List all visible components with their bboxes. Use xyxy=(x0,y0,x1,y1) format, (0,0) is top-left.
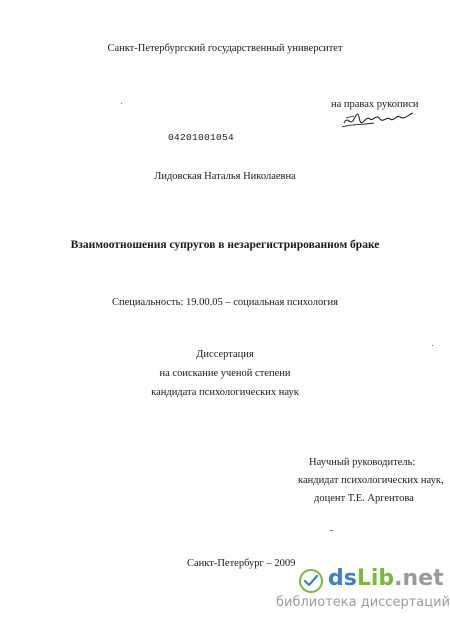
degree-line-1: Диссертация xyxy=(196,349,254,360)
supervisor-name: доцент Т.Е. Аргентова xyxy=(314,493,414,504)
university-name: Санкт-Петербургский государственный университет xyxy=(107,43,343,54)
dslib-brand-net: .net xyxy=(394,566,444,591)
degree-line-2: на соискание ученой степени xyxy=(159,368,291,379)
city-year: Санкт-Петербург – 2009 xyxy=(187,558,296,569)
specialty: Специальность: 19.00.05 – социальная психология xyxy=(111,297,339,308)
dslib-brand xyxy=(328,566,444,592)
dissertation-title: Взаимоотношения супругов в незарегистрированном браке xyxy=(70,239,380,251)
manuscript-note: на правах рукописи xyxy=(331,99,419,110)
catalog-number: 04201001054 xyxy=(168,132,235,143)
dslib-brand-lib: Lib xyxy=(356,566,395,591)
degree-line-3: кандидата психологических наук xyxy=(151,387,299,398)
scan-speck xyxy=(330,530,333,531)
supervisor-label: Научный руководитель: xyxy=(309,457,416,468)
dslib-logo-icon xyxy=(298,568,324,594)
scan-speck xyxy=(432,345,433,346)
scan-speck xyxy=(121,103,122,104)
signature-scribble xyxy=(340,107,416,131)
supervisor-degree: кандидат психологических наук, xyxy=(298,475,444,486)
dslib-tagline: библиотека диссертаций xyxy=(276,595,450,610)
dslib-brand-ds: ds xyxy=(328,566,357,591)
author-name: Лидовская Наталья Николаевна xyxy=(154,171,296,182)
